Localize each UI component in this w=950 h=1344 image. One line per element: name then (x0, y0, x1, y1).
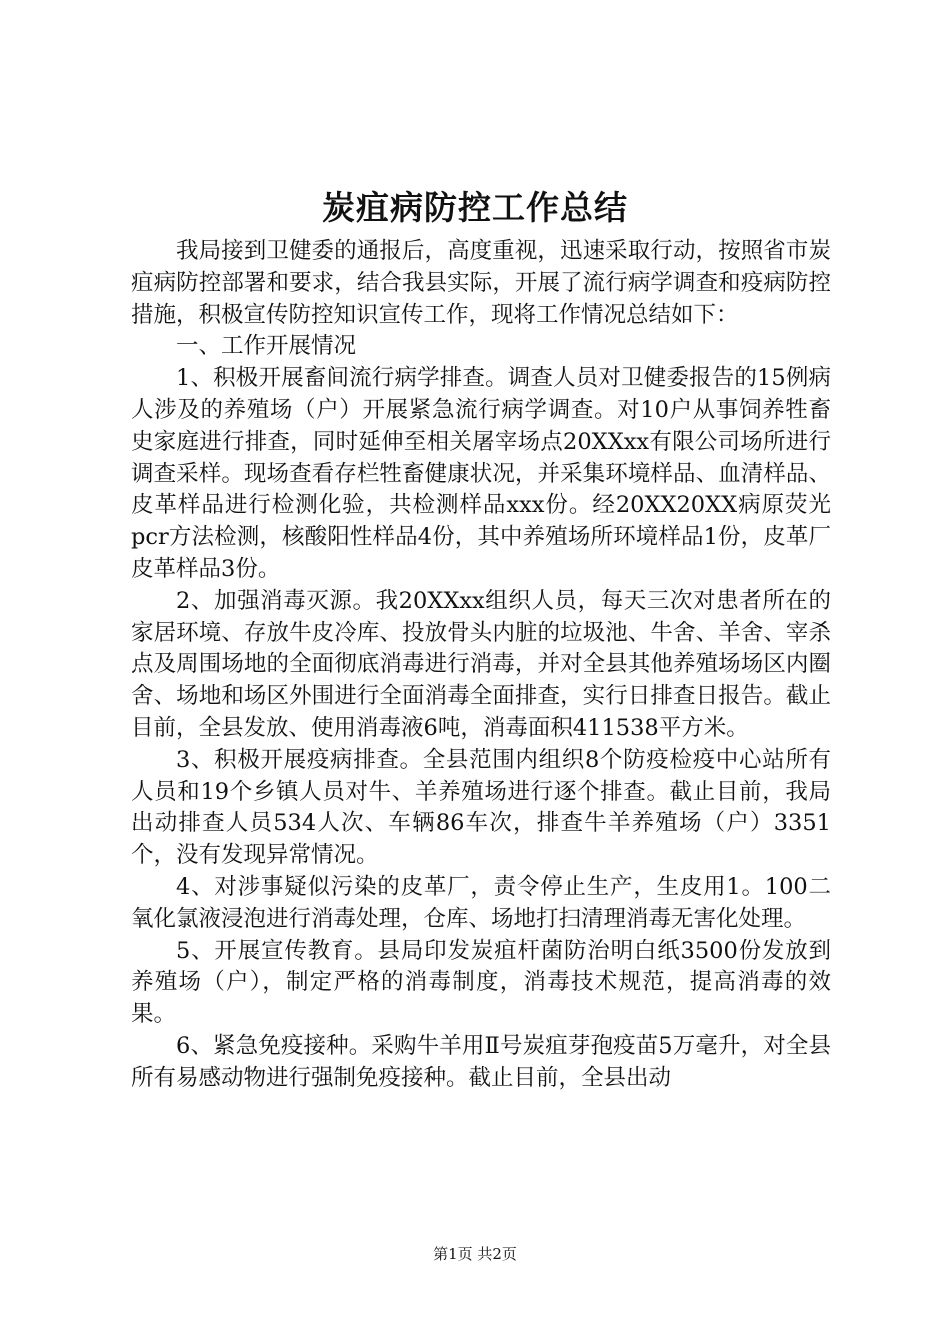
section-heading: 一、工作开展情况 (176, 333, 357, 360)
page-footer: 第1页 共2页 (433, 1245, 517, 1263)
intro-paragraph: 我局接到卫健委的通报后，高度重视，迅速采取行动，按照省市炭疽病防控部署和要求，结合我县实际，开展了流行病学调查和疫病防控措施，积极宣传防控知识宣传工作，现将工作情况总结如下： (131, 238, 831, 328)
item-paragraph-3: 3、积极开展疫病排查。全县范围内组织8个防疫检疫中心站所有人员和19个乡镇人员对牛、羊养殖场进行逐个排查。截止目前，我局出动排查人员534人次、车辆86车次，排查牛羊养殖场（户）3351个，没有发现异常情况。 (131, 746, 831, 869)
item-paragraph-2: 2、加强消毒灭源。我20XXxx组织人员，每天三次对患者所在的家居环境、存放牛皮冷库、投放骨头内脏的垃圾池、牛舍、羊舍、宰杀点及周围场地的全面彻底消毒进行消毒，并对全县其他养殖场场区内圈舍、场地和场区外围进行全面消毒全面排查，实行日排查日报告。截止目前，全县发放、使用消毒液6吨，消毒面积411538平方米。 (131, 587, 831, 741)
item-paragraph-6: 6、紧急免疫接种。采购牛羊用Ⅱ号炭疽芽孢疫苗5万毫升，对全县所有易感动物进行强制免疫接种。截止目前，全县出动 (131, 1032, 831, 1091)
item-paragraph-4: 4、对涉事疑似污染的皮革厂，责令停止生产，生皮用1。100二氧化氯液浸泡进行消毒处理，仓库、场地打扫清理消毒无害化处理。 (131, 873, 831, 932)
item-paragraph-1: 1、积极开展畜间流行病学排查。调查人员对卫健委报告的15例病人涉及的养殖场（户）开展紧急流行病学调查。对10户从事饲养牲畜史家庭进行排查，同时延伸至相关屠宰场点20XXxx有限公司场所进行调查采样。现场查看存栏牲畜健康状况，并采集环境样品、血清样品、皮革样品进行检测化验，共检测样品xxx份。经20XX20XX病原荧光pcr方法检测，核酸阳性样品4份，其中养殖场所环境样品1份，皮革厂皮革样品3份。 (131, 365, 831, 582)
document-title: 炭疽病防控工作总结 (322, 188, 628, 227)
document-body (131, 236, 831, 1095)
item-paragraph-5: 5、开展宣传教育。县局印发炭疽杆菌防治明白纸3500份发放到养殖场（户），制定严格的消毒制度，消毒技术规范，提高消毒的效果。 (131, 937, 831, 1028)
